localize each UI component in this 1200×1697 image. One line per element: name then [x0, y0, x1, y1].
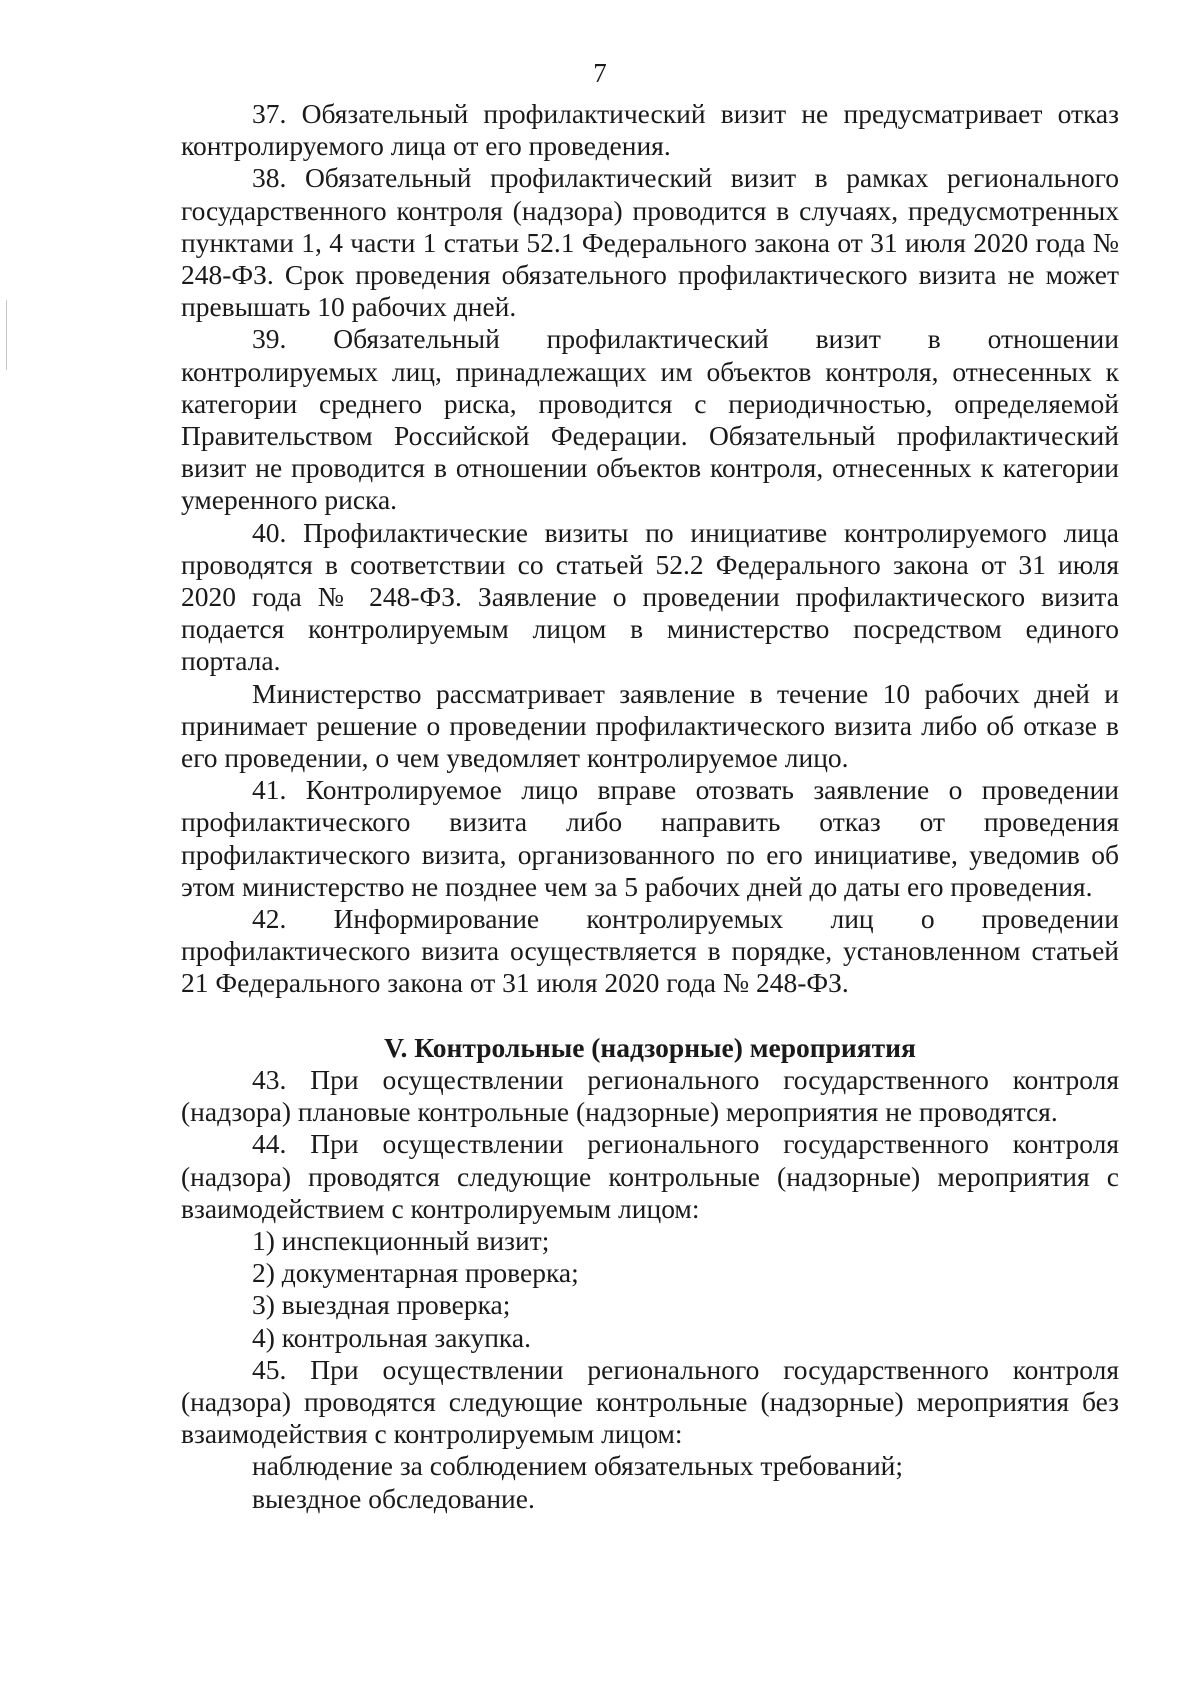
paragraph-44: 44. При осуществлении регионального государственного контроля (надзора) проводятся следующие контрольные (надзорные) мероприятия с взаимодействием с контролируемым лицом:	[181, 1128, 1119, 1224]
paragraph-37: 37. Обязательный профилактический визит не предусматривает отказ контролируемого лица от его проведения.	[181, 98, 1119, 162]
list-item: 3) выездная проверка;	[252, 1289, 511, 1321]
paragraph-39: 39. Обязательный профилактический визит в отношении контролируемых лиц, принадлежащих им объектов контроля, отнесенных к категории среднего риска, проводится с периодичностью, определяемой Правительством Российской Федерации. Обязательный профилактический визит не проводится в отношении объектов контроля, отнесенных к категории умеренного риска.	[181, 323, 1119, 516]
scan-edge-mark	[6, 300, 7, 370]
document-body	[181, 98, 1119, 1515]
list-item: 4) контрольная закупка.	[252, 1321, 531, 1353]
list-item: 1) инспекционный визит;	[252, 1224, 550, 1256]
paragraph-42: 42. Информирование контролируемых лиц о проведении профилактического визита осуществляется в порядке, установленном статьей 21 Федерального закона от 31 июля 2020 года № 248-ФЗ.	[181, 903, 1119, 999]
list-item: наблюдение за соблюдением обязательных требований;	[252, 1450, 904, 1482]
paragraph-38: 38. Обязательный профилактический визит в рамках регионального государственного контроля (надзора) проводится в случаях, предусмотренных пунктами 1, 4 части 1 статьи 52.1 Федерального закона от 31 июля 2020 года № 248-ФЗ. Срок проведения обязательного профилактического визита не может превышать 10 рабочих дней.	[181, 162, 1119, 323]
paragraph-45: 45. При осуществлении регионального государственного контроля (надзора) проводятся следующие контрольные (надзорные) мероприятия без взаимодействия с контролируемым лицом:	[181, 1353, 1119, 1450]
paragraph-41: 41. Контролируемое лицо вправе отозвать заявление о проведении профилактического визита либо направить отказ от проведения профилактического визита, организованного по его инициативе, уведомив об этом министерство не позднее чем за 5 рабочих дней до даты его проведения.	[181, 774, 1119, 902]
section-heading: V. Контрольные (надзорные) мероприятия	[384, 1031, 916, 1063]
paragraph-40: 40. Профилактические визиты по инициативе контролируемого лица проводятся в соответствии со статьей 52.2 Федерального закона от 31 июля 2020 года № 248-ФЗ. Заявление о проведении профилактического визита подается контролируемым лицом в министерство посредством единого портала.	[181, 516, 1119, 677]
list-item: 2) документарная проверка;	[252, 1257, 579, 1289]
page-number: 7	[593, 58, 607, 88]
paragraph-40-continuation: Министерство рассматривает заявление в течение 10 рабочих дней и принимает решение о проведении профилактического визита либо об отказе в его проведении, о чем уведомляет контролируемое лицо.	[181, 677, 1119, 774]
paragraph-43: 43. При осуществлении регионального государственного контроля (надзора) плановые контрольные (надзорные) мероприятия не проводятся.	[181, 1063, 1119, 1128]
list-item: выездное обследование.	[252, 1482, 535, 1514]
